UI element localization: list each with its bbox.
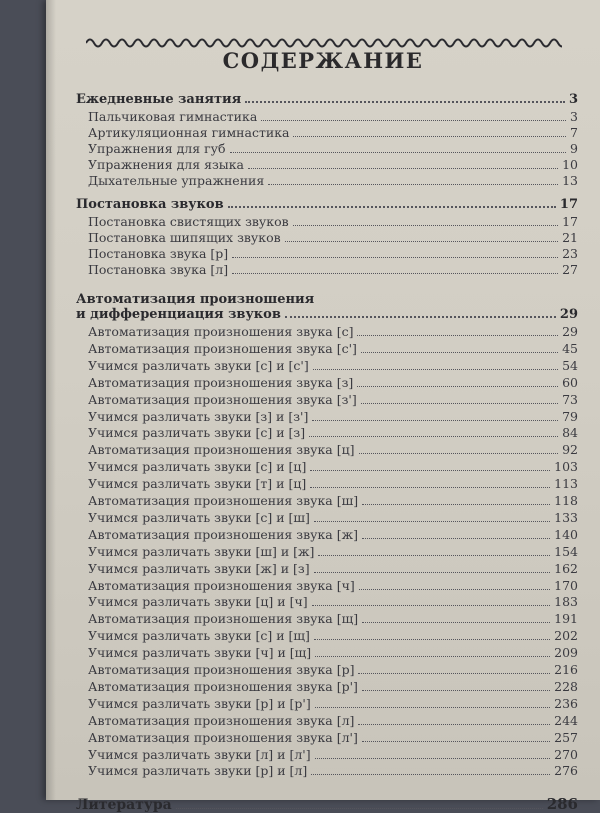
toc-entry[interactable] bbox=[88, 109, 578, 125]
toc-entry[interactable] bbox=[88, 594, 578, 610]
entry-title: Автоматизация произношения звука [ш] bbox=[88, 493, 359, 508]
toc-entry[interactable] bbox=[88, 459, 578, 475]
entry-title: Автоматизация произношения звука [ж] bbox=[88, 526, 358, 542]
toc-entry[interactable] bbox=[88, 527, 578, 543]
dot-leader bbox=[285, 241, 558, 242]
page-number: 236 bbox=[554, 695, 578, 711]
toc-entry[interactable] bbox=[88, 611, 578, 627]
toc-entry[interactable] bbox=[88, 125, 578, 141]
dot-leader bbox=[293, 136, 566, 137]
page-number: 257 bbox=[554, 729, 578, 745]
page-number: 244 bbox=[554, 712, 578, 728]
toc-entry[interactable] bbox=[88, 747, 578, 763]
entry-title: Автоматизация произношения звука [с'] bbox=[88, 340, 357, 356]
toc-entry[interactable] bbox=[88, 425, 578, 441]
dot-leader bbox=[313, 369, 558, 370]
entry-title: Учимся различать звуки [з] и [з'] bbox=[88, 408, 309, 424]
page-number: 140 bbox=[554, 526, 578, 542]
entry-title: Учимся различать звуки [с] и [з] bbox=[88, 425, 306, 441]
toc-entry[interactable] bbox=[88, 324, 578, 340]
page-number: 29 bbox=[562, 324, 578, 339]
dot-leader bbox=[248, 168, 558, 169]
page-number: 45 bbox=[562, 340, 578, 356]
entry-title: Учимся различать звуки [с] и [ц] bbox=[88, 459, 307, 475]
page-number: 133 bbox=[554, 509, 578, 525]
entry-title: Автоматизация произношения звука [р'] bbox=[88, 678, 358, 694]
section-heading[interactable] bbox=[76, 307, 578, 323]
entry-title: Учимся различать звуки [ж] и [з] bbox=[88, 560, 310, 576]
toc-entry[interactable] bbox=[88, 230, 578, 246]
entry-title: Постановка свистящих звуков bbox=[88, 214, 289, 229]
dot-leader bbox=[232, 257, 558, 258]
dot-leader bbox=[245, 101, 565, 103]
toc-entry[interactable] bbox=[88, 476, 578, 492]
page-number: 202 bbox=[554, 628, 578, 644]
toc-entry[interactable] bbox=[88, 730, 578, 746]
toc-entry[interactable] bbox=[88, 628, 578, 644]
toc-entry[interactable] bbox=[88, 358, 578, 374]
toc-entry[interactable] bbox=[88, 409, 578, 425]
dot-leader bbox=[315, 707, 550, 708]
page-number: 73 bbox=[562, 391, 578, 407]
entry-title: Автоматизация произношения звука [р] bbox=[88, 662, 355, 677]
entry-title: Учимся различать звуки [ч] и [щ] bbox=[88, 645, 312, 661]
page-number: 92 bbox=[562, 442, 578, 458]
entry-title: Учимся различать звуки [с] и [щ] bbox=[88, 628, 310, 644]
page-number: 183 bbox=[554, 594, 578, 610]
page-number: 60 bbox=[562, 374, 578, 390]
page-number: 17 bbox=[562, 214, 578, 229]
dot-leader bbox=[285, 316, 556, 318]
literature-entry[interactable] bbox=[76, 796, 578, 812]
dot-leader bbox=[362, 538, 550, 539]
dot-leader bbox=[358, 673, 550, 674]
entry-title: Автоматизация произношения звука [ц] bbox=[88, 442, 355, 458]
entry-title: Учимся различать звуки [ш] и [ж] bbox=[88, 543, 315, 559]
entry-title: Дыхательные упражнения bbox=[88, 173, 265, 188]
page-number: 216 bbox=[554, 662, 578, 677]
entry-title: Учимся различать звуки [с] и [с'] bbox=[88, 357, 309, 373]
dot-leader bbox=[232, 273, 558, 274]
entry-title: Упражнения для губ bbox=[88, 141, 226, 156]
dot-leader bbox=[318, 555, 550, 556]
toc-entry[interactable] bbox=[88, 662, 578, 678]
entry-title: Автоматизация произношения звука [ч] bbox=[88, 577, 355, 593]
dot-leader bbox=[314, 572, 551, 573]
page-number: 13 bbox=[562, 173, 578, 188]
entry-title: Учимся различать звуки [с] и [ш] bbox=[88, 509, 310, 525]
page-number: 113 bbox=[554, 476, 578, 492]
page-number: 191 bbox=[554, 611, 578, 627]
toc-entry[interactable] bbox=[88, 392, 578, 408]
toc-entry[interactable] bbox=[88, 763, 578, 779]
page-number: 23 bbox=[562, 246, 578, 261]
entry-title: Ежедневные занятия bbox=[76, 92, 242, 107]
dot-leader bbox=[361, 352, 558, 353]
entry-title: Литература bbox=[76, 797, 172, 813]
section-heading[interactable] bbox=[76, 92, 578, 108]
dot-leader bbox=[359, 453, 559, 454]
entry-title: Автоматизация произношения звука [щ] bbox=[88, 611, 359, 627]
toc-entry[interactable] bbox=[88, 544, 578, 560]
dot-leader bbox=[357, 335, 558, 336]
dot-leader bbox=[315, 758, 551, 759]
dot-leader bbox=[311, 774, 550, 775]
entry-title: Пальчиковая гимнастика bbox=[88, 109, 258, 124]
dot-leader bbox=[310, 470, 550, 471]
section-heading[interactable] bbox=[76, 197, 578, 213]
page-number: 118 bbox=[554, 493, 578, 508]
toc-entry[interactable] bbox=[88, 141, 578, 157]
entry-title: Учимся различать звуки [т] и [ц] bbox=[88, 476, 307, 492]
dot-leader bbox=[359, 589, 550, 590]
page-number: 154 bbox=[554, 543, 578, 559]
toc-entry[interactable] bbox=[88, 173, 578, 189]
dot-leader bbox=[362, 741, 550, 742]
page-number: 17 bbox=[559, 197, 578, 212]
dot-leader bbox=[268, 184, 558, 185]
toc-entry[interactable] bbox=[88, 214, 578, 230]
entry-title: Постановка звука [р] bbox=[88, 246, 229, 261]
dot-leader bbox=[358, 724, 550, 725]
entry-title: Автоматизация произношения звука [з'] bbox=[88, 391, 357, 407]
entry-title: Учимся различать звуки [ц] и [ч] bbox=[88, 594, 308, 610]
toc-entry[interactable] bbox=[88, 561, 578, 577]
entry-title: Учимся различать звуки [р] и [р'] bbox=[88, 695, 311, 711]
page-number: 10 bbox=[562, 157, 578, 172]
page-number: 79 bbox=[562, 408, 578, 424]
entry-title: Автоматизация произношения звука [с] bbox=[88, 324, 354, 339]
dot-leader bbox=[312, 420, 558, 421]
page-number: 7 bbox=[570, 125, 578, 140]
toc-entry[interactable] bbox=[88, 713, 578, 729]
dot-leader bbox=[362, 690, 550, 691]
toc-entry[interactable] bbox=[88, 645, 578, 661]
dot-leader bbox=[357, 386, 558, 387]
entry-title: Постановка звуков bbox=[76, 197, 224, 212]
dot-leader bbox=[361, 403, 558, 404]
page-number: 29 bbox=[559, 307, 578, 322]
entry-title: Учимся различать звуки [л] и [л'] bbox=[88, 746, 311, 762]
dot-leader bbox=[230, 152, 567, 153]
entry-title: и дифференциация звуков bbox=[76, 307, 281, 322]
page-number: 103 bbox=[554, 459, 578, 475]
entry-title: Автоматизация произношения звука [л'] bbox=[88, 729, 358, 745]
page-title: СОДЕРЖАНИЕ bbox=[222, 48, 424, 73]
entry-title: Упражнения для языка bbox=[88, 157, 244, 172]
book-page bbox=[46, 0, 600, 813]
toc-entry[interactable] bbox=[88, 375, 578, 391]
dot-leader bbox=[228, 206, 556, 208]
entry-title: Артикуляционная гимнастика bbox=[88, 125, 290, 140]
section-heading-line: Автоматизация произношения bbox=[76, 292, 315, 307]
dot-leader bbox=[310, 487, 550, 488]
dot-leader bbox=[362, 504, 550, 505]
page-number: 54 bbox=[562, 357, 578, 373]
dot-leader bbox=[362, 622, 550, 623]
toc-entry[interactable] bbox=[88, 157, 578, 173]
entry-title: Учимся различать звуки [р] и [л] bbox=[88, 763, 308, 779]
dot-leader bbox=[176, 808, 543, 809]
entry-title: Постановка шипящих звуков bbox=[88, 230, 281, 245]
toc-entry[interactable] bbox=[88, 493, 578, 509]
toc-entry[interactable] bbox=[88, 696, 578, 712]
entry-title: Постановка звука [л] bbox=[88, 262, 229, 277]
dot-leader bbox=[312, 605, 551, 606]
page-number: 84 bbox=[562, 425, 578, 441]
dot-leader bbox=[293, 225, 558, 226]
page-number: 21 bbox=[562, 230, 578, 245]
dot-leader bbox=[314, 521, 550, 522]
toc-entry[interactable] bbox=[88, 679, 578, 695]
page-number: 276 bbox=[554, 763, 578, 779]
dot-leader bbox=[315, 656, 550, 657]
dot-leader bbox=[309, 436, 558, 437]
entry-title: Автоматизация произношения звука [з] bbox=[88, 374, 354, 390]
dot-leader bbox=[314, 639, 550, 640]
page-number: 228 bbox=[554, 678, 578, 694]
page-number: 3 bbox=[570, 109, 578, 124]
toc-entry[interactable] bbox=[88, 341, 578, 357]
toc-entry[interactable] bbox=[88, 578, 578, 594]
entry-title: Автоматизация произношения звука [л] bbox=[88, 712, 355, 728]
page-number: 27 bbox=[562, 262, 578, 277]
dot-leader bbox=[261, 120, 566, 121]
page-number: 3 bbox=[568, 92, 578, 107]
page-number: 209 bbox=[554, 645, 578, 661]
table-of-contents bbox=[46, 0, 600, 813]
toc-entry[interactable] bbox=[88, 510, 578, 526]
page-number: 270 bbox=[554, 746, 578, 762]
toc-entry[interactable] bbox=[88, 442, 578, 458]
page-number: 162 bbox=[554, 560, 578, 576]
page-number: 9 bbox=[570, 141, 578, 156]
toc-entry[interactable] bbox=[88, 246, 578, 262]
toc-entry[interactable] bbox=[88, 262, 578, 278]
page-number: 286 bbox=[546, 795, 578, 813]
page-number: 170 bbox=[554, 577, 578, 593]
